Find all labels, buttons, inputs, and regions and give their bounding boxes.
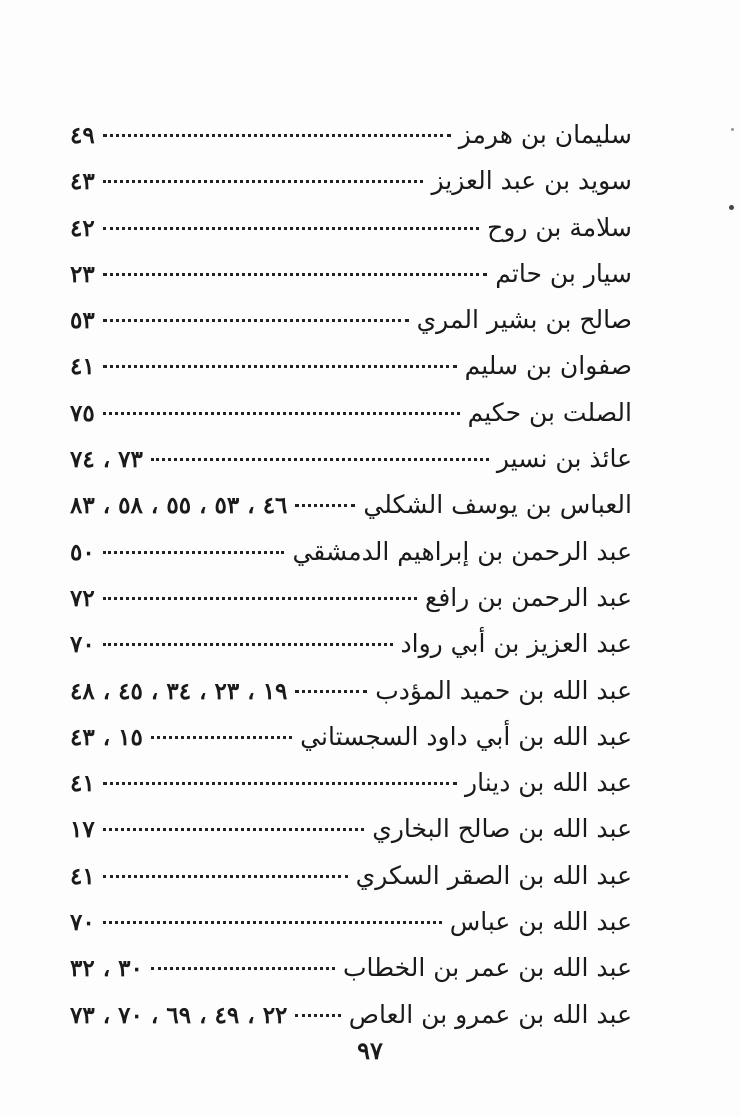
dot-leader: [103, 875, 348, 878]
index-entry: [70, 490, 632, 536]
entry-name: عبد الله بن عمر بن الخطاب: [342, 953, 632, 983]
index-list: [70, 120, 632, 1046]
entry-name: سويد بن عبد العزيز: [431, 166, 632, 196]
entry-name: الصلت بن حكيم: [467, 397, 632, 427]
entry-name: سلامة بن روح: [487, 212, 632, 242]
entry-name: عبد الله بن دينار: [465, 768, 632, 798]
dot-leader: [295, 504, 355, 507]
page-number: ٩٧: [357, 1036, 383, 1065]
dot-leader: [103, 365, 457, 368]
index-entry: [70, 398, 632, 444]
dot-leader: [103, 921, 442, 924]
entry-pages: ٧٢: [70, 584, 95, 612]
entry-pages: ٤٢: [70, 214, 95, 242]
index-entry: [70, 583, 632, 629]
entry-pages: ٢٢ ، ٤٩ ، ٦٩ ، ٧٠ ، ٧٣: [70, 1001, 288, 1029]
entry-pages: ٥٠: [70, 538, 95, 566]
index-entry: [70, 259, 632, 305]
entry-pages: ٤١: [70, 770, 95, 798]
dot-leader: [151, 458, 489, 461]
index-entry: [70, 907, 632, 953]
index-entry: [70, 722, 632, 768]
entry-pages: ٤٣: [70, 168, 95, 196]
entry-pages: ١٥ ، ٤٣: [70, 723, 143, 751]
dot-leader: [103, 134, 451, 137]
index-entry: [70, 676, 632, 722]
entry-pages: ٤٩: [70, 122, 95, 149]
dot-leader: [103, 227, 479, 230]
entry-name: عبد الله بن حميد المؤدب: [375, 675, 632, 705]
index-entry: [70, 814, 632, 860]
index-entry: [70, 629, 632, 675]
entry-pages: ٢٣: [70, 260, 95, 288]
dot-leader: [151, 967, 335, 970]
dot-leader: [103, 319, 409, 322]
entry-name: سيار بن حاتم: [495, 258, 632, 288]
index-entry: [70, 953, 632, 999]
dot-leader: [295, 690, 367, 693]
entry-name: عبد الله بن عمرو بن العاص: [348, 999, 632, 1029]
dot-leader: [103, 643, 393, 646]
scan-speck: [731, 128, 734, 131]
entry-pages: ٧٥: [70, 399, 95, 427]
dot-leader: [103, 828, 365, 831]
entry-name: عبد العزيز بن أبي رواد: [400, 629, 632, 659]
index-entry: [70, 768, 632, 814]
entry-name: عبد الله بن صالح البخاري: [372, 814, 632, 844]
dot-leader: [103, 412, 460, 415]
entry-pages: ١٩ ، ٢٣ ، ٣٤ ، ٤٥ ، ٤٨: [70, 677, 288, 705]
entry-name: عبد الرحمن بن رافع: [425, 582, 632, 612]
entry-pages: ٧٠: [70, 631, 95, 659]
entry-name: عبد الرحمن بن إبراهيم الدمشقي: [292, 536, 632, 566]
entry-name: عبد الله بن عباس: [449, 907, 632, 937]
entry-pages: ٣٠ ، ٣٢: [70, 955, 143, 983]
entry-pages: ٤١: [70, 353, 95, 381]
index-entry: [70, 166, 632, 212]
index-entry: [70, 861, 632, 907]
entry-name: العباس بن يوسف الشكلي: [363, 490, 632, 520]
dot-leader: [103, 273, 488, 276]
dot-leader: [151, 736, 292, 739]
dot-leader: [103, 782, 457, 785]
dot-leader: [103, 551, 285, 554]
entry-name: صفوان بن سليم: [464, 351, 632, 381]
dot-leader: [295, 1014, 340, 1017]
entry-name: عبد الله بن أبي داود السجستاني: [300, 721, 632, 751]
dot-leader: [103, 180, 424, 183]
entry-name: سليمان بن هرمز: [458, 120, 632, 149]
entry-pages: ٤٦ ، ٥٣ ، ٥٥ ، ٥٨ ، ٨٣: [70, 492, 288, 520]
entry-name: صالح بن بشير المري: [416, 305, 632, 335]
index-entry: [70, 537, 632, 583]
entry-name: عبد الله بن الصقر السكري: [355, 860, 632, 890]
entry-pages: ٧٣ ، ٧٤: [70, 446, 143, 474]
index-entry: [70, 305, 632, 351]
entry-pages: ١٧: [70, 816, 95, 844]
index-entry: [70, 351, 632, 397]
index-entry: [70, 444, 632, 490]
scan-speck: [729, 205, 734, 210]
entry-pages: ٤١: [70, 862, 95, 890]
entry-name: عائذ بن نسير: [496, 444, 632, 474]
entry-pages: ٥٣: [70, 307, 95, 335]
index-entry: [70, 213, 632, 259]
index-entry: [70, 120, 632, 166]
dot-leader: [103, 597, 417, 600]
entry-pages: ٧٠: [70, 909, 95, 937]
